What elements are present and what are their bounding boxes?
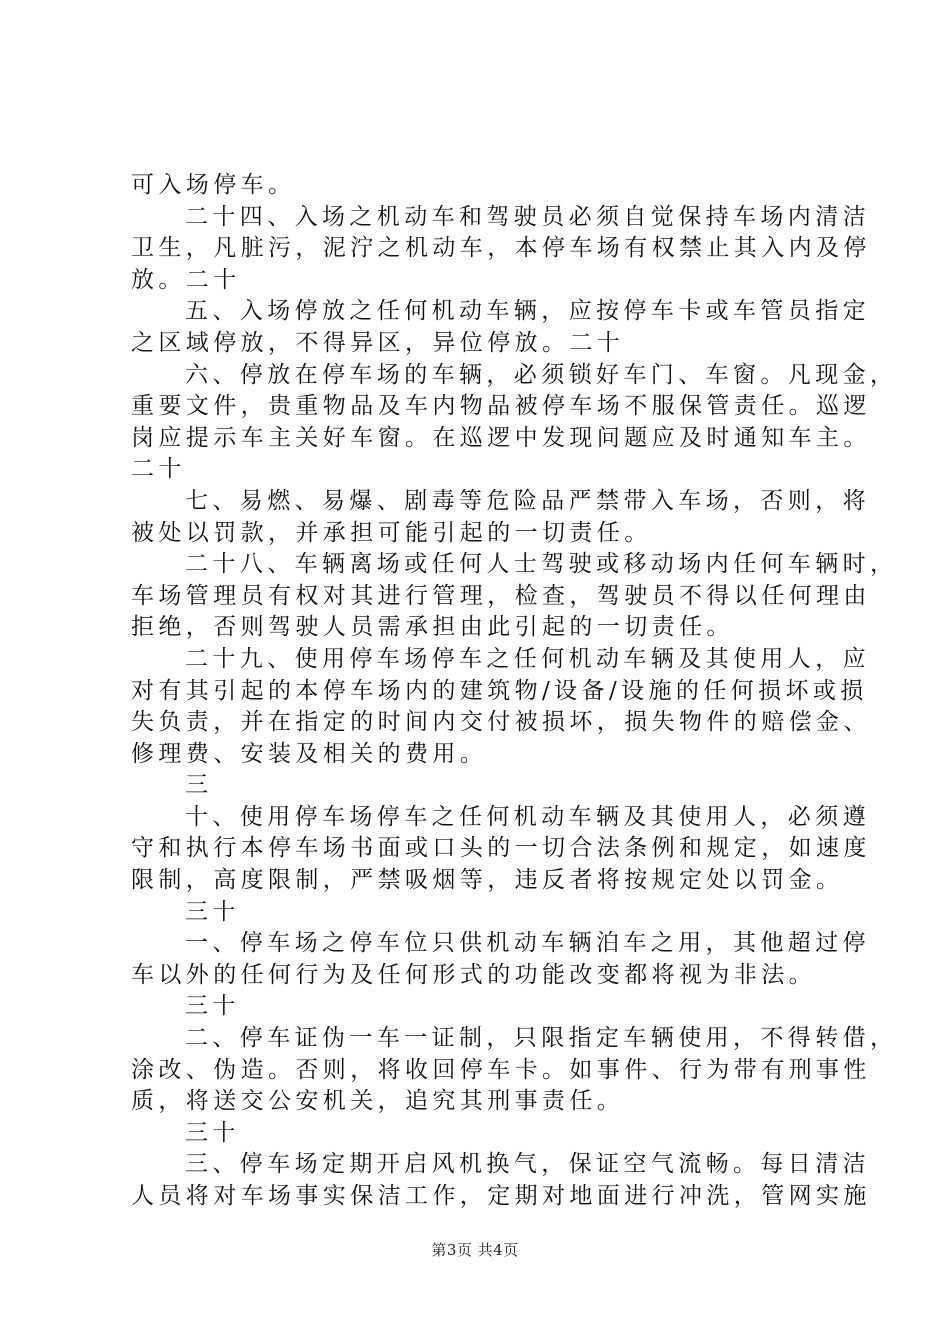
text-line: 五、入场停放之任何机动车辆，应按停车卡或车管员指定 <box>185 298 870 325</box>
text-line: 岗应提示车主关好车窗。在巡逻中发现问题应及时通知车主。 <box>131 424 871 451</box>
text-line: 二十 <box>131 456 186 483</box>
text-line: 重要文件，贵重物品及车内物品被停车场不服保管责任。巡逻 <box>131 393 871 420</box>
text-line: 之区域停放，不得异区，异位停放。二十 <box>131 329 625 356</box>
text-line: 限制，高度限制，严禁吸烟等，违反者将按规定处以罚金。 <box>131 867 844 894</box>
text-line: 三十 <box>185 1119 240 1146</box>
text-line: 涂改、伪造。否则，将收回停车卡。如事件、行为带有刑事性 <box>131 1056 871 1083</box>
page-number-footer: 第3页 共4页 <box>431 1241 519 1259</box>
text-line: 二、停车证伪一车一证制，只限指定车辆使用，不得转借， <box>185 1025 898 1052</box>
text-line: 放。二十 <box>131 266 241 293</box>
text-line: 十、使用停车场停车之任何机动车辆及其使用人，必须遵 <box>185 803 870 830</box>
text-line: 车场管理员有权对其进行管理，检查，驾驶员不得以任何理由 <box>131 582 871 609</box>
text-line: 可入场停车。 <box>131 172 296 198</box>
text-line: 卫生，凡脏污，泥泞之机动车，本停车场有权禁止其入内及停 <box>131 235 871 262</box>
text-line: 六、停放在停车场的车辆，必须锁好车门、车窗。凡现金， <box>185 361 898 388</box>
text-line: 二十八、车辆离场或任何人士驾驶或移动场内任何车辆时， <box>185 551 898 578</box>
text-line: 质，将送交公安机关，追究其刑事责任。 <box>131 1088 625 1115</box>
text-line: 修理费、安装及相关的费用。 <box>131 740 488 767</box>
text-line: 守和执行本停车场书面或口头的一切合法条例和规定，如速度 <box>131 835 871 862</box>
document-body <box>131 170 898 1213</box>
text-line: 人员将对车场事实保洁工作，定期对地面进行冲洗，管网实施 <box>131 1183 871 1209</box>
text-line: 三、停车场定期开启风机换气，保证空气流畅。每日清洁 <box>185 1151 870 1178</box>
text-line: 三十 <box>185 993 240 1020</box>
text-line: 被处以罚款，并承担可能引起的一切责任。 <box>131 519 652 546</box>
text-line: 失负责，并在指定的时间内交付被损坏，损失物件的赔偿金、 <box>131 709 871 736</box>
text-line: 一、停车场之停车位只供机动车辆泊车之用，其他超过停 <box>185 930 870 957</box>
text-line: 二十九、使用停车场停车之任何机动车辆及其使用人，应 <box>185 645 870 672</box>
text-line: 拒绝，否则驾驶人员需承担由此引起的一切责任。 <box>131 614 734 641</box>
text-line: 车以外的任何行为及任何形式的功能改变都将视为非法。 <box>131 961 816 988</box>
text-line: 七、易燃、易爆、剧毒等危险品严禁带入车场，否则，将 <box>185 487 870 514</box>
text-line: 对有其引起的本停车场内的建筑物/设备/设施的任何损坏或损 <box>131 677 868 704</box>
text-line: 三 <box>185 772 213 799</box>
text-line: 二十四、入场之机动车和驾驶员必须自觉保持车场内清洁 <box>185 203 870 230</box>
text-line: 三十 <box>185 898 240 925</box>
